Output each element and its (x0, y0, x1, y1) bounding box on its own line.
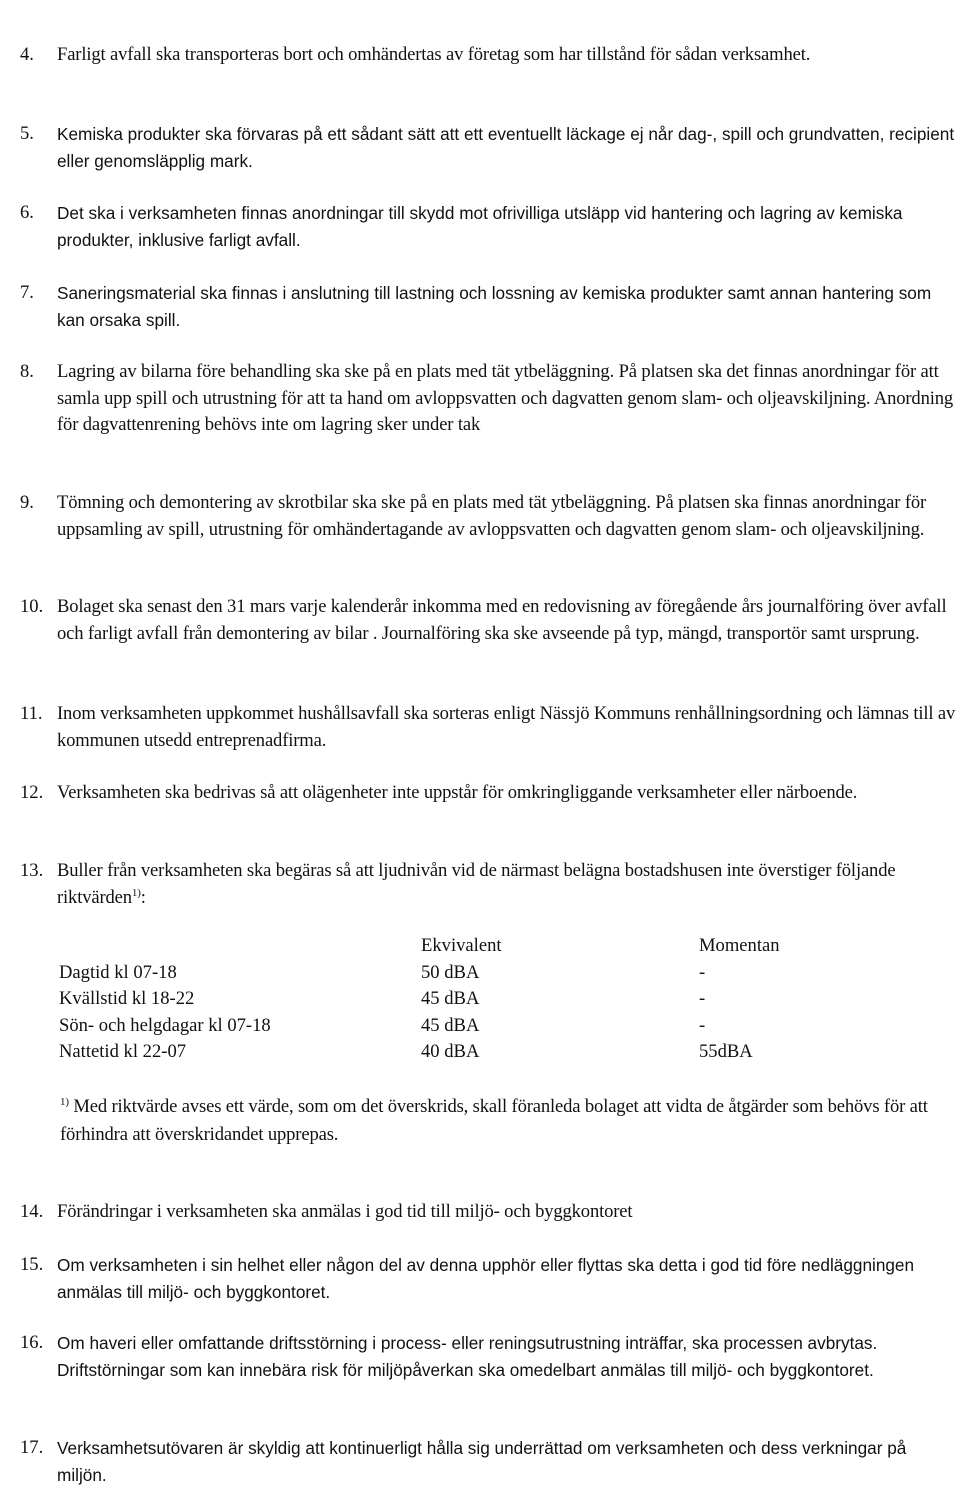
condition-number: 7. (20, 282, 34, 303)
table-cell-period: Kvällstid kl 18-22 (59, 988, 195, 1009)
condition-text: Inom verksamheten uppkommet hushållsavfall ska sorteras enligt Nässjö Kommuns renhållningsordning och lämnas till av kommunen utsedd entreprenadfirma. (57, 703, 956, 751)
condition-number: 6. (20, 202, 34, 223)
condition-text: Farligt avfall ska transporteras bort och omhändertas av företag som har tillstånd för sådan verksamhet. (57, 44, 811, 65)
condition-number: 4. (20, 44, 34, 65)
condition-text: Lagring av bilarna före behandling ska ske på en plats med tät ytbeläggning. På platsen ska det finnas anordningar för att samla upp spill och utrustning för att ta hand om avloppsvatten och dagvatten genom slam- och oljeavskiljning. Anordning för dagvattenrening behövs inte om lagring sker under tak (57, 361, 954, 435)
table-cell-momentan: - (699, 988, 706, 1009)
condition-number: 15. (20, 1254, 44, 1275)
condition-text: Kemiska produkter ska förvaras på ett sådant sätt att ett eventuellt läckage ej når dag-, spill och grundvatten, recipient eller genomsläpplig mark. (57, 124, 955, 171)
table-row (59, 962, 780, 989)
condition-text: Det ska i verksamheten finnas anordningar till skydd mot ofrivilliga utsläpp vid hantering och lagring av kemiska produkter, inklusive farligt avfall. (57, 203, 903, 250)
noise-limits-table (59, 935, 780, 1068)
table-row (59, 1015, 780, 1042)
condition-number: 9. (20, 492, 34, 513)
condition-number: 14. (20, 1201, 44, 1222)
table-header-row (59, 935, 780, 962)
condition-text: Verksamhetsutövaren är skyldig att kontinuerligt hålla sig underrättad om verksamheten och dess verkningar på miljön. (57, 1438, 907, 1485)
table-header-cell (59, 935, 421, 962)
condition-number: 10. (20, 596, 44, 617)
condition-number: 17. (20, 1437, 44, 1458)
table-cell-ekvivalent: 45 dBA (421, 988, 480, 1009)
condition-13-colon: : (140, 886, 146, 908)
footnote (60, 1093, 960, 1149)
condition-number: 12. (20, 782, 44, 803)
table-cell-momentan: - (699, 1014, 706, 1036)
condition-number: 16. (20, 1332, 44, 1353)
table-cell-period: Sön- och helgdagar kl 07-18 (59, 1014, 271, 1036)
condition-13-text: Buller från verksamheten ska begäras så att ljudnivån vid de närmast belägna bostadshusen inte överstiger följande riktvärden (57, 860, 896, 908)
condition-text: Saneringsmaterial ska finnas i anslutning till lastning och lossning av kemiska produkter samt annan hantering som kan orsaka spill. (57, 283, 932, 330)
condition-text: Förändringar i verksamheten ska anmälas i god tid till miljö- och byggkontoret (57, 1201, 633, 1222)
table-cell-ekvivalent: 40 dBA (421, 1041, 480, 1062)
condition-number: 13. (20, 860, 44, 881)
table-cell-ekvivalent: 45 dBA (421, 1014, 480, 1036)
condition-text: Bolaget ska senast den 31 mars varje kalenderår inkomma med en redovisning av föregående års journalföring över avfall och farligt avfall från demontering av bilar . Journalföring ska ske avseende på typ, mängd, transportör samt ursprung. (57, 596, 947, 644)
table-cell-period: Dagtid kl 07-18 (59, 961, 177, 983)
table-header-momentan: Momentan (699, 935, 780, 956)
condition-number: 8. (20, 361, 34, 382)
condition-text: Om haveri eller omfattande driftsstörning i process- eller reningsutrustning inträffar, ska processen avbrytas. Driftstörningar som kan innebära risk för miljöpåverkan ska omedelbart anmälas till miljö- och byggkontoret. (57, 1333, 878, 1380)
table-cell-ekvivalent: 50 dBA (421, 961, 480, 983)
table-row (59, 1041, 780, 1068)
table-row (59, 988, 780, 1015)
table-header-ekvivalent: Ekvivalent (421, 935, 502, 956)
footnote-reference: 1) (131, 886, 141, 899)
condition-text (57, 858, 960, 911)
table-cell-momentan: 55dBA (699, 1041, 753, 1062)
footnote-mark: 1) (60, 1096, 69, 1108)
footnote-text: Med riktvärde avses ett värde, som om det överskrids, skall föranleda bolaget att vidta de åtgärder som behövs för att förhindra att överskridandet upprepas. (60, 1096, 928, 1145)
condition-text: Tömning och demontering av skrotbilar ska ske på en plats med tät ytbeläggning. På platsen ska finnas anordningar för uppsamling av spill, utrustning för omhändertagande av avloppsvatten och dagvatten genom slam- och oljeavskiljning. (57, 492, 927, 540)
table-cell-momentan: - (699, 961, 706, 983)
condition-text: Verksamheten ska bedrivas så att olägenheter inte uppstår för omkringliggande verksamheter eller närboende. (57, 782, 858, 803)
condition-number: 5. (20, 123, 34, 144)
condition-number: 11. (20, 703, 43, 724)
condition-text: Om verksamheten i sin helhet eller någon del av denna upphör eller flyttas ska detta i god tid före nedläggningen anmälas till miljö- och byggkontoret. (57, 1255, 915, 1302)
table-cell-period: Nattetid kl 22-07 (59, 1041, 187, 1062)
